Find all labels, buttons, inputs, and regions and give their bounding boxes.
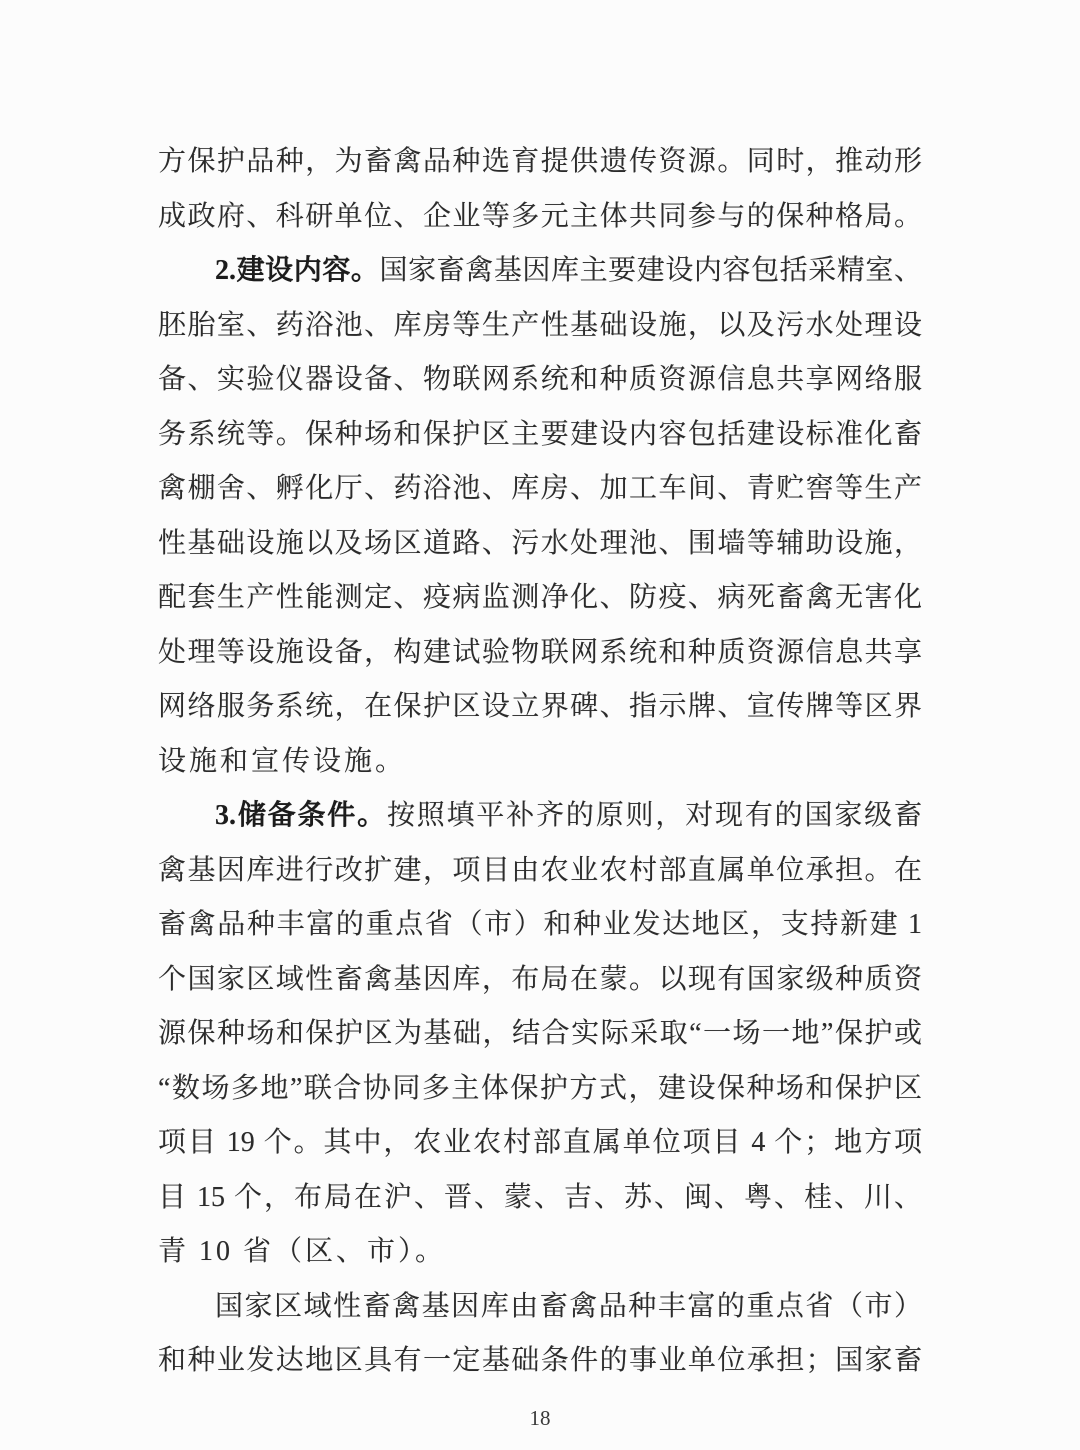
text-run: 目 15 个，布局在沪、晋、蒙、吉、苏、闽、粤、桂、川、: [158, 1181, 922, 1213]
text-run: 设施和宣传设施。: [158, 745, 407, 777]
text-run: 国家区域性畜禽基因库由畜禽品种丰富的重点省（市）: [215, 1290, 922, 1322]
text-run: 禽棚舍、孵化厅、药浴池、库房、加工车间、青贮窖等生产: [158, 473, 922, 504]
text-line: [158, 1171, 922, 1226]
text-run: 成政府、科研单位、企业等多元主体共同参与的保种格局。: [158, 200, 922, 232]
text-line: [158, 1062, 922, 1117]
text-run: 性基础设施以及场区道路、污水处理池、围墙等辅助设施，: [158, 527, 922, 559]
paragraph-heading: 2.建设内容。: [215, 255, 380, 286]
document-body: [158, 135, 922, 1389]
text-line: [158, 680, 922, 735]
text-line: [158, 299, 922, 354]
text-line: [158, 953, 922, 1008]
text-run: “数场多地”联合协同多主体保护方式，建设保种场和保护区: [158, 1072, 922, 1104]
text-run: 胚胎室、药浴池、库房等生产性基础设施，以及污水处理设: [158, 309, 922, 341]
page-footer: [0, 1406, 1080, 1431]
text-run: 国家畜禽基因库主要建设内容包括采精室、: [379, 255, 922, 286]
text-line: [158, 898, 922, 953]
text-line: [158, 1116, 922, 1171]
text-line: [158, 735, 922, 790]
text-run: 网络服务系统，在保护区设立界碑、指示牌、宣传牌等区界: [158, 691, 922, 722]
text-line: [158, 1280, 922, 1335]
text-line: [158, 190, 922, 245]
text-run: 按照填平补齐的原则，对现有的国家级畜: [386, 800, 922, 831]
text-line: [158, 1007, 922, 1062]
text-run: 务系统等。保种场和保护区主要建设内容包括建设标准化畜: [158, 418, 922, 450]
text-run: 配套生产性能测定、疫病监测净化、防疫、病死畜禽无害化: [158, 582, 922, 613]
text-line: [158, 844, 922, 899]
text-line: [158, 353, 922, 408]
text-run: 禽基因库进行改扩建，项目由农业农村部直属单位承担。在: [158, 854, 922, 886]
paragraph-heading: 3.储备条件。: [215, 800, 387, 831]
text-line: [158, 408, 922, 463]
text-line: [158, 462, 922, 517]
text-run: 处理等设施设备，构建试验物联网系统和种质资源信息共享: [158, 636, 922, 668]
text-run: 源保种场和保护区为基础，结合实际采取“一场一地”保护或: [158, 1018, 922, 1049]
text-run: 项目 19 个。其中，农业农村部直属单位项目 4 个；地方项: [158, 1127, 922, 1158]
text-line: [158, 626, 922, 681]
text-run: 方保护品种，为畜禽品种选育提供遗传资源。同时，推动形: [158, 146, 922, 177]
text-line: [158, 789, 922, 844]
text-run: 备、实验仪器设备、物联网系统和种质资源信息共享网络服: [158, 364, 922, 395]
text-line: [158, 244, 922, 299]
text-line: [158, 135, 922, 190]
text-line: [158, 1334, 922, 1389]
text-run: 畜禽品种丰富的重点省（市）和种业发达地区，支持新建 1: [158, 909, 922, 940]
text-run: 青 10 省（区、市）。: [158, 1236, 447, 1267]
text-line: [158, 571, 922, 626]
text-line: [158, 517, 922, 572]
page-number: 18: [529, 1406, 551, 1430]
text-line: [158, 1225, 922, 1280]
text-run: 个国家区域性畜禽基因库，布局在蒙。以现有国家级种质资: [158, 963, 922, 995]
text-run: 和种业发达地区具有一定基础条件的事业单位承担；国家畜: [158, 1345, 922, 1376]
